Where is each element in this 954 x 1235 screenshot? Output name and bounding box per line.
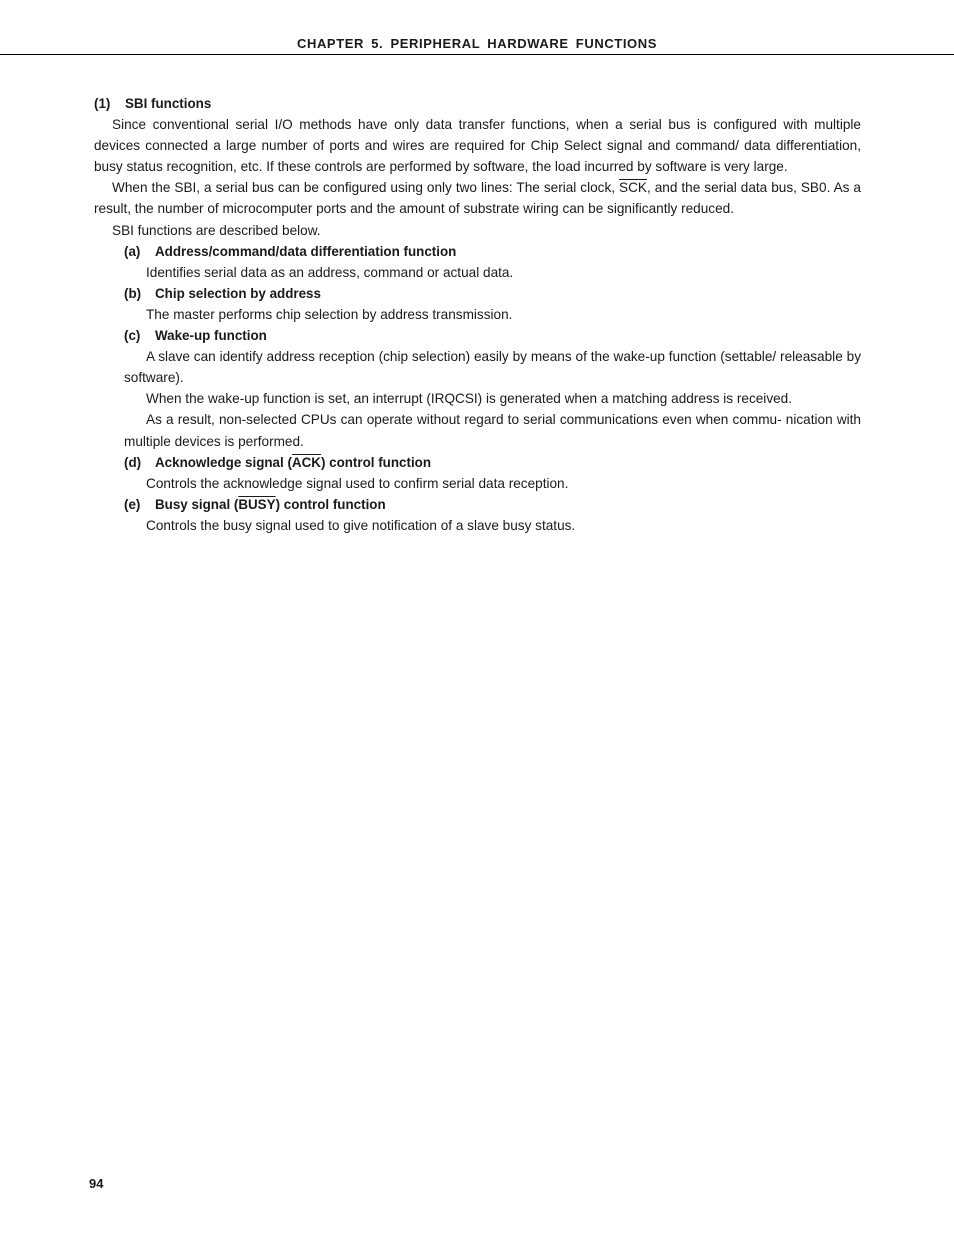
item-label: (d)	[124, 454, 142, 470]
item-c	[94, 325, 861, 452]
item-title: ) control function	[320, 454, 432, 470]
ack-signal: $\overline{ACK}$	[291, 454, 321, 470]
item-text: Identifies serial data as an address, command or actual data.	[146, 264, 514, 280]
item-heading	[124, 325, 861, 346]
item-title: ) control function	[275, 496, 386, 512]
item-label: (c)	[124, 328, 141, 344]
item-heading	[124, 452, 861, 473]
paragraph-intro: Since conventional serial I/O methods have only data transfer functions, when a serial bus is configured with multiple devices connected a large number of ports and wires are required for Chip Select signal and command/ data differentiation, busy status recognition, etc. If these controls are performed by software, the load incurred by software is very large.	[94, 117, 861, 175]
header-divider	[0, 54, 954, 55]
item-text: When the wake-up function is set, an interrupt (IRQCSI) is generated when a matching address is received.	[146, 391, 793, 407]
item-text: As a result, non-selected CPUs can operate without regard to serial communications even when commu- nication with multiple devices is performed.	[124, 412, 861, 449]
section-heading	[94, 93, 861, 114]
paragraph-text: When the SBI, a serial bus can be configured using only two lines: The serial clock,	[112, 180, 620, 196]
item-text: Controls the acknowledge signal used to confirm serial data reception.	[146, 475, 569, 491]
page-content	[94, 93, 861, 536]
item-label: (a)	[124, 243, 141, 259]
paragraph-described: SBI functions are described below.	[112, 222, 321, 238]
item-title: Wake-up function	[155, 328, 267, 344]
section-number: (1)	[94, 96, 111, 111]
item-e	[94, 494, 861, 536]
busy-signal: BUSY	[238, 496, 276, 512]
item-heading	[124, 494, 861, 515]
item-b	[94, 283, 861, 325]
chapter-header: CHAPTER 5. PERIPHERAL HARDWARE FUNCTIONS	[296, 36, 658, 51]
item-heading	[124, 283, 861, 304]
page-number: 94	[89, 1176, 104, 1191]
item-title: Chip selection by address	[155, 285, 321, 301]
item-title: Acknowledge signal (	[155, 454, 292, 470]
section-title: SBI functions	[125, 96, 212, 111]
item-label: (b)	[124, 285, 142, 301]
item-d	[94, 452, 861, 494]
item-title: Address/command/data differentiation function	[155, 243, 457, 259]
sck-signal: $\overline{SCK}$	[619, 180, 647, 196]
item-text: Controls the busy signal used to give notification of a slave busy status.	[146, 517, 576, 533]
item-label: (e)	[124, 496, 141, 512]
paragraph-sbi-lines	[94, 177, 861, 219]
item-text: A slave can identify address reception (chip selection) easily by means of the wake-up function (settable/ releasable by software).	[124, 349, 861, 386]
item-text: The master performs chip selection by address transmission.	[146, 306, 513, 322]
item-a	[94, 241, 861, 283]
item-heading	[124, 241, 861, 262]
item-title: Busy signal (	[155, 496, 239, 512]
paragraph-text: , and the serial data bus, SB0. As a result, the number of microcomputer ports and the amount of substrate wiring can be significantly reduced.	[94, 180, 861, 217]
